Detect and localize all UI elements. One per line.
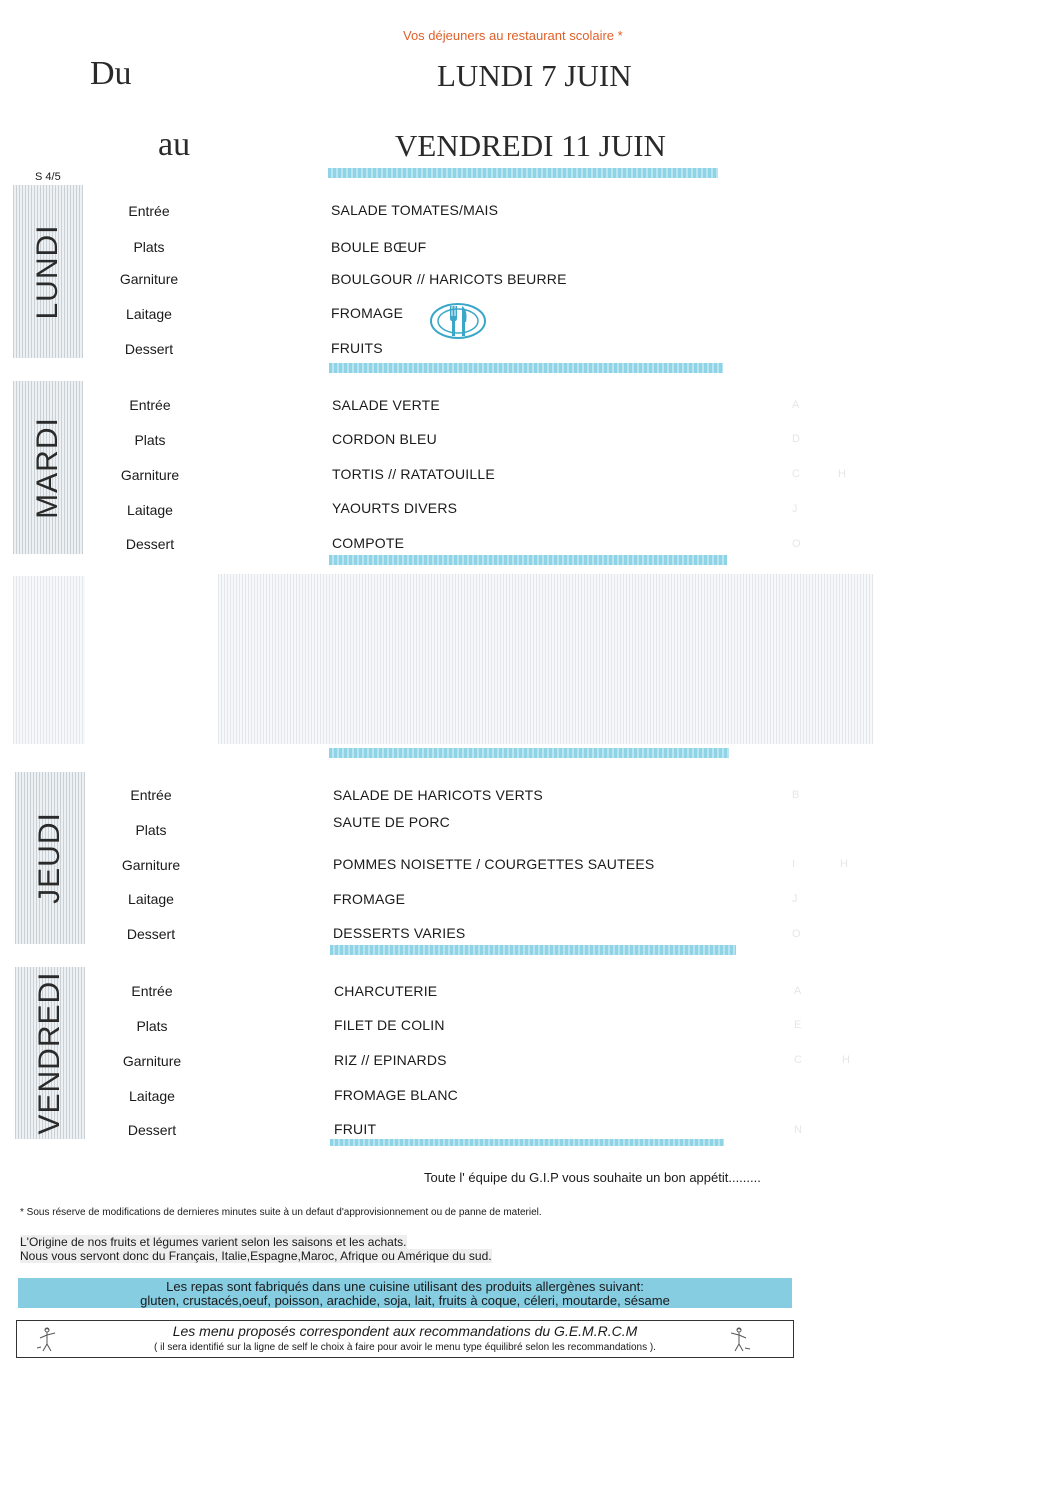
day-tab-vendredi	[15, 967, 85, 1139]
dish-laitage: FROMAGE	[331, 305, 404, 321]
allergen-code: E	[794, 1019, 802, 1031]
bon-appetit-message: Toute l' équipe du G.I.P vous souhaite un bon appétit.........	[424, 1170, 761, 1185]
allergen-code: H	[842, 1054, 850, 1066]
course-label: Entrée	[131, 983, 173, 999]
dish-garniture: BOULGOUR // HARICOTS BEURRE	[331, 271, 567, 287]
allergen-code: C	[794, 1054, 802, 1066]
allergen-code: H	[838, 468, 846, 480]
allergen-code: A	[794, 985, 802, 997]
dish-entree: CHARCUTERIE	[334, 983, 438, 999]
course-label: Garniture	[122, 1053, 182, 1069]
course-label: Plats	[136, 1018, 168, 1034]
course-label: Entrée	[130, 787, 172, 803]
gemrcm-note-line2: ( il sera identifié sur la ligne de self le choix à faire pour avoir le menu type équilibré selon les recommandations ).	[154, 1342, 656, 1353]
allergen-code: J	[792, 893, 798, 905]
course-label: Garniture	[121, 857, 181, 873]
au-label: au	[158, 126, 191, 163]
allergen-code: C	[792, 468, 800, 480]
allergen-code: H	[840, 858, 848, 870]
allergen-banner	[18, 1278, 792, 1308]
course-label: Laitage	[126, 306, 172, 322]
day-name-vendredi: VENDREDI	[33, 971, 66, 1135]
dish-entree: SALADE DE HARICOTS VERTS	[333, 787, 543, 803]
day-separator-bar	[330, 1139, 724, 1146]
origin-note-line1: L'Origine de nos fruits et légumes varient selon les saisons et les achats.	[20, 1235, 407, 1249]
dish-garniture: TORTIS // RATATOUILLE	[332, 466, 495, 482]
course-label: Dessert	[125, 536, 175, 552]
dish-laitage: YAOURTS DIVERS	[332, 500, 458, 516]
day-separator-bar	[329, 363, 723, 373]
drawn-figure-icon	[723, 1324, 753, 1354]
gemrcm-note-line1: Les menu proposés correspondent aux recommandations du G.E.M.R.C.M	[172, 1323, 638, 1339]
dish-laitage: FROMAGE BLANC	[334, 1087, 458, 1103]
week-number: S 4/5	[35, 171, 61, 183]
day-name-jeudi: JEUDI	[33, 812, 66, 904]
plate-fork-knife-icon	[430, 302, 486, 340]
allergen-code: J	[792, 503, 798, 515]
course-label: Dessert	[124, 341, 174, 357]
dish-dessert: DESSERTS VARIES	[333, 925, 466, 941]
course-label: Plats	[133, 239, 165, 255]
course-label: Plats	[135, 822, 167, 838]
dish-dessert: COMPOTE	[332, 535, 405, 551]
day-tab-blank	[13, 576, 85, 744]
course-label: Dessert	[127, 1122, 177, 1138]
allergen-banner-line1: Les repas sont fabriqués dans une cuisine utilisant des produits allergènes suivant:	[166, 1279, 644, 1294]
day-separator-bar	[329, 555, 727, 565]
allergen-code: O	[792, 538, 801, 550]
page-caption: Vos déjeuners au restaurant scolaire *	[403, 28, 623, 43]
allergen-code: D	[792, 433, 800, 445]
day-name-mardi: MARDI	[31, 416, 64, 519]
course-label: Entrée	[129, 397, 171, 413]
course-label: Laitage	[127, 502, 173, 518]
allergen-code: N	[794, 1124, 802, 1136]
course-label: Garniture	[120, 467, 180, 483]
allergen-code: O	[792, 928, 801, 940]
course-label: Dessert	[126, 926, 176, 942]
day-tab-mardi	[13, 381, 83, 554]
dish-plat: CORDON BLEU	[332, 431, 437, 447]
dish-laitage: FROMAGE	[333, 891, 406, 907]
course-label: Laitage	[129, 1088, 175, 1104]
allergen-banner-line2: gluten, crustacés,oeuf, poisson, arachide, soja, lait, fruits à coque, céleri, moutarde, sésame	[140, 1293, 670, 1308]
allergen-code: A	[792, 399, 800, 411]
day-tab-lundi	[13, 185, 83, 358]
course-label: Laitage	[128, 891, 174, 907]
allergen-code: B	[792, 789, 800, 801]
course-label: Plats	[134, 432, 166, 448]
dish-dessert: FRUITS	[331, 340, 383, 356]
allergen-code: I	[792, 858, 796, 870]
origin-note-line2: Nous vous servont donc du Français, Italie,Espagne,Maroc, Afrique ou Amérique du sud.	[20, 1249, 492, 1263]
dish-entree: SALADE VERTE	[332, 397, 440, 413]
dish-plat: FILET DE COLIN	[334, 1017, 445, 1033]
dish-plat: SAUTE DE PORC	[333, 814, 450, 830]
dish-dessert: FRUIT	[334, 1121, 377, 1137]
footnote: * Sous réserve de modifications de dernieres minutes suite à un defaut d'approvisionnement ou de panne de materiel.	[20, 1207, 542, 1218]
course-label: Entrée	[128, 203, 170, 219]
day-name-lundi: LUNDI	[31, 223, 64, 320]
day-separator-bar	[329, 748, 729, 758]
day-separator-bar	[330, 945, 736, 955]
dish-garniture: RIZ // EPINARDS	[334, 1052, 447, 1068]
dish-entree: SALADE TOMATES/MAIS	[331, 202, 499, 218]
blanked-menu-area	[218, 574, 873, 744]
du-label: Du	[90, 55, 132, 92]
course-label: Garniture	[119, 271, 179, 287]
date-from: LUNDI 7 JUIN	[437, 58, 632, 93]
date-to: VENDREDI 11 JUIN	[395, 128, 666, 163]
dish-plat: BOULE BŒUF	[331, 239, 427, 255]
day-tab-jeudi	[15, 772, 85, 944]
gemrcm-note-box	[16, 1320, 794, 1358]
dish-garniture: POMMES NOISETTE / COURGETTES SAUTEES	[333, 856, 655, 872]
header-underline	[328, 168, 718, 178]
